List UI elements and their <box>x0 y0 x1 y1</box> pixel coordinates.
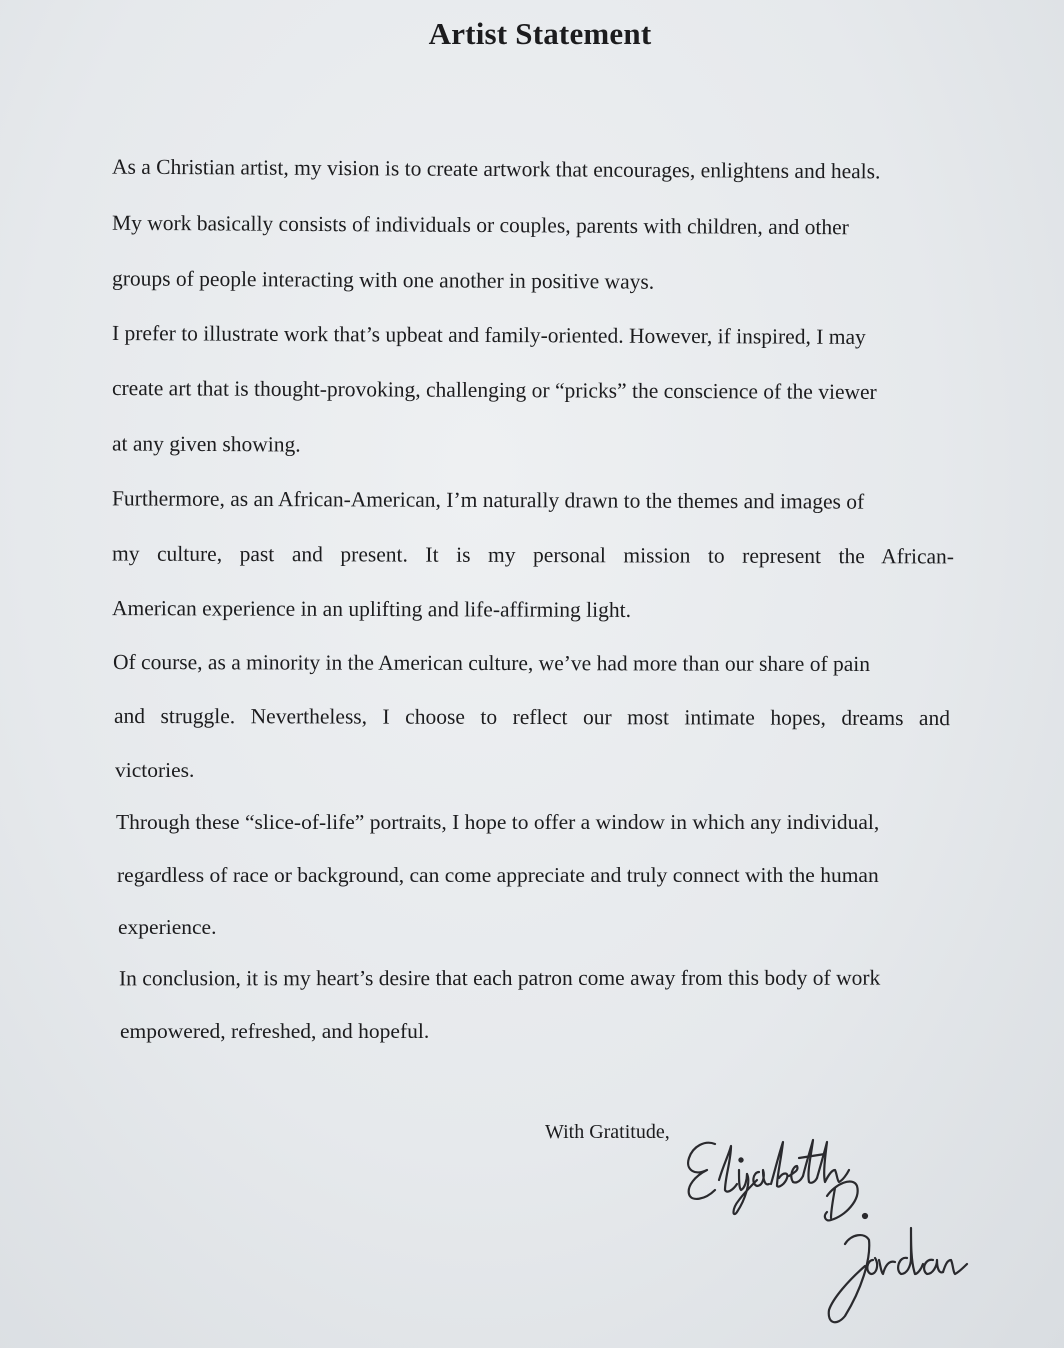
body-line: American experience in an uplifting and life-affirming light. <box>111 596 632 622</box>
body-line: experience. <box>118 915 217 939</box>
body-line: regardless of race or background, can come appreciate and truly connect with the human <box>117 863 879 887</box>
body-line: Of course, as a minority in the American culture, we’ve had more than our share of pain <box>112 650 871 676</box>
body-line: In conclusion, it is my heart’s desire that each patron come away from this body of work <box>118 965 881 991</box>
closing-line: With Gratitude, <box>545 1121 670 1143</box>
body-line: groups of people interacting with one another in positive ways. <box>111 266 655 294</box>
body-line: my culture, past and present. It is my personal mission to represent the African- <box>111 541 955 569</box>
body-line: As a Christian artist, my vision is to create artwork that encourages, enlightens and heals. <box>111 154 881 184</box>
body-line: and struggle. Nevertheless, I choose to reflect our most intimate hopes, dreams and <box>113 703 951 731</box>
body-line: create art that is thought-provoking, challenging or “pricks” the conscience of the viewer <box>111 375 877 405</box>
body-line: victories. <box>115 758 195 782</box>
body-line: Through these “slice-of-life” portraits, I hope to offer a window in which any individual, <box>116 810 880 834</box>
document-title: Artist Statement <box>428 16 652 51</box>
body-line: at any given showing. <box>111 431 301 457</box>
body-line: empowered, refreshed, and hopeful. <box>120 1019 430 1043</box>
body-line: Furthermore, as an African-American, I’m naturally drawn to the themes and images of <box>111 486 865 514</box>
body-line: My work basically consists of individuals or couples, parents with children, and other <box>111 210 849 240</box>
body-line: I prefer to illustrate work that’s upbeat and family-oriented. However, if inspired, I may <box>111 321 866 349</box>
handwritten-signature <box>675 1130 975 1335</box>
